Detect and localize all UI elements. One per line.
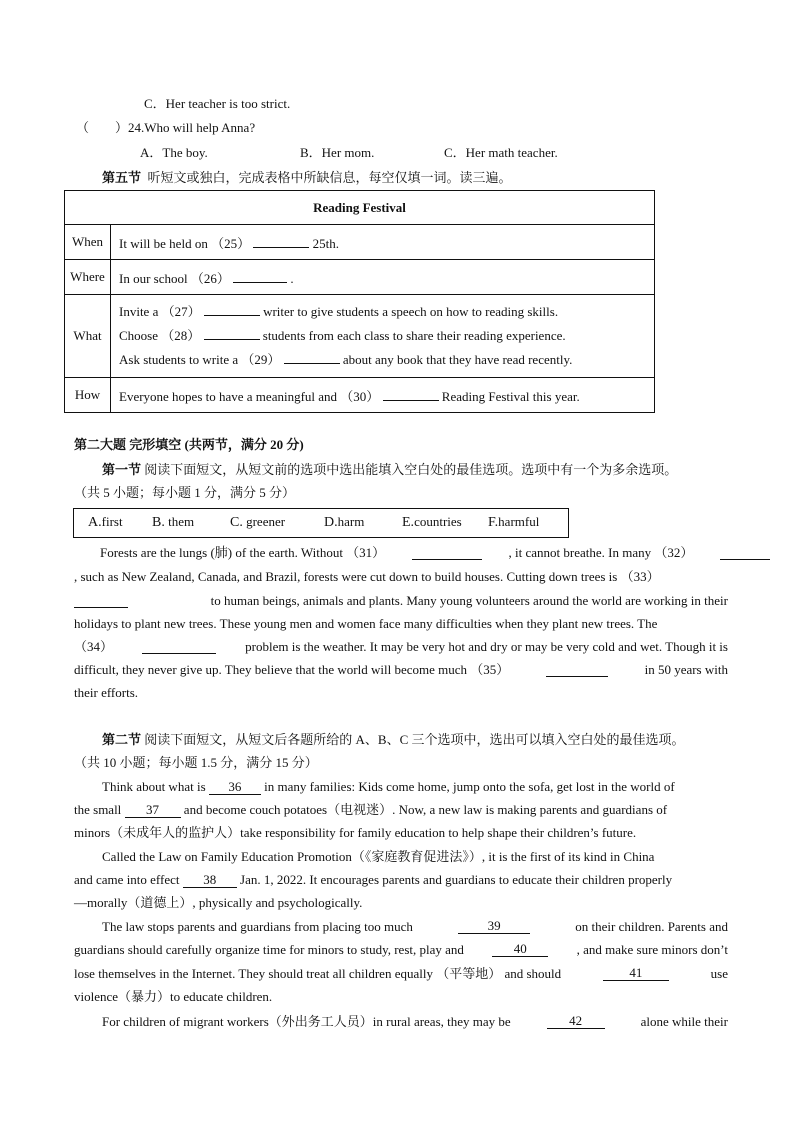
option-a[interactable]: A.first [88, 514, 123, 530]
passage1-line-4: holidays to plant new trees. These young men and women face many difficulties when they plant new trees. The [74, 616, 658, 631]
row-label-how: How [65, 378, 111, 413]
row-content-how: Everyone hopes to have a meaningful and （30） Reading Festival this year. [111, 378, 655, 413]
sec2-note: （共 10 小题；每小题 1.5 分，满分 15 分） [74, 755, 318, 770]
blank-36[interactable]: 36 [209, 780, 261, 795]
option-d[interactable]: D.harm [324, 514, 365, 530]
sec2-instruction: 第二节 阅读下面短文，从短文后各题所给的 A、B、C 三个选项中，选出可以填入空白处的最佳选项。 [102, 732, 685, 747]
blank-26[interactable] [233, 268, 287, 283]
section-label: 第二节 [102, 732, 142, 747]
passage2-line-11: For children of migrant workers（外出务工人员）in rural areas, they may be 42 alone while their [102, 1013, 728, 1029]
passage1-line-6: difficult, they never give up. They believe that the world will become much （35） in 50 years with [74, 662, 728, 677]
passage2-line-10: violence（暴力）to educate children. [74, 989, 273, 1004]
passage1-line-7: their efforts. [74, 685, 139, 700]
blank-40[interactable]: 40 [492, 942, 548, 957]
option-b[interactable]: B. them [152, 514, 195, 530]
row-label-when: When [65, 225, 111, 260]
sec1-instruction: 第一节 阅读下面短文，从短文前的选项中选出能填入空白处的最佳选项。选项中有一个为多余选项。 [102, 462, 678, 477]
passage2-line-7: The law stops parents and guardians from placing too much 39 on their children. Parents and [102, 918, 728, 934]
blank-29[interactable] [284, 349, 340, 364]
reading-festival-table [64, 190, 655, 413]
blank-37[interactable]: 37 [125, 803, 181, 818]
passage2-line-4: Called the Law on Family Education Promotion（《家庭教育促进法》）, it is the first of its kind in China [102, 849, 655, 864]
q24-stem: （ ）24.Who will help Anna? [76, 120, 256, 135]
row-label-what: What [65, 295, 111, 378]
passage1-line-3: to human beings, animals and plants. Many young volunteers around the world are working in their [74, 593, 728, 609]
passage1-line-5: （34） problem is the weather. It may be very hot and dry or may be very cold and wet. Though it is [74, 639, 728, 654]
passage2-line-1: Think about what is 36 in many families: Kids come home, jump onto the sofa, get lost in the world of [102, 779, 675, 794]
table-title: Reading Festival [65, 191, 655, 225]
blank-41[interactable]: 41 [603, 966, 669, 981]
blank-35[interactable] [546, 662, 608, 677]
section-label: 第一节 [102, 462, 142, 477]
q24-option-c[interactable]: C．Her math teacher. [444, 145, 558, 160]
blank-33[interactable] [74, 593, 128, 608]
row-content-when: It will be held on （25） 25th. [111, 225, 655, 260]
section5-heading: 第五节 听短文或独白，完成表格中所缺信息，每空仅填一词。读三遍。 [102, 170, 512, 185]
passage1-line-1: Forests are the lungs (肺) of the earth. Without （31） , it cannot breathe. In many （32） [74, 545, 770, 561]
blank-27[interactable] [204, 301, 260, 316]
passage2-line-3: minors（未成年人的监护人）take responsibility for family education to help shape their children’s future. [74, 825, 637, 840]
blank-42[interactable]: 42 [547, 1014, 605, 1029]
passage2-line-9: lose themselves in the Internet. They should treat all children equally （平等地） and should 41 use [74, 965, 728, 981]
q23-option-c: C．Her teacher is too strict. [144, 96, 291, 111]
row-content-what: Invite a （27） writer to give students a speech on how to reading skills. Choose （28） students from each class to share their reading experience. Ask students to write a （29） about any book that they have read recently. [111, 295, 655, 378]
passage2-line-5: and came into effect 38 Jan. 1, 2022. It encourages parents and guardians to educate their children properly [74, 872, 673, 887]
row-label-where: Where [65, 260, 111, 295]
passage2-line-6: —morally（道德上）, physically and psychologically. [74, 895, 363, 910]
option-e[interactable]: E.countries [402, 514, 462, 530]
passage2-line-2: the small 37 and become couch potatoes（电视迷）. Now, a new law is making parents and guardians of [74, 802, 668, 817]
blank-28[interactable] [204, 325, 260, 340]
blank-30[interactable] [383, 386, 439, 401]
section-label: 第五节 [102, 170, 142, 185]
option-c[interactable]: C. greener [230, 514, 286, 530]
blank-34[interactable] [142, 639, 216, 654]
q24-option-b[interactable]: B．Her mom. [300, 145, 375, 160]
passage2-line-8: guardians should carefully organize time for minors to study, rest, play and 40 , and make sure minors don’t [74, 941, 728, 957]
q24-option-a[interactable]: A．The boy. [140, 145, 208, 160]
answer-bracket[interactable]: （ ） [76, 120, 129, 135]
blank-25[interactable] [253, 233, 309, 248]
blank-32[interactable] [720, 545, 770, 560]
passage1-line-2: , such as New Zealand, Canada, and Brazil, forests were cut down to build houses. Cutting down trees is （33） [74, 569, 660, 584]
part2-heading: 第二大题 完形填空 (共两节，满分 20 分) [74, 437, 304, 452]
blank-38[interactable]: 38 [183, 873, 237, 888]
option-f[interactable]: F.harmful [488, 514, 540, 530]
blank-39[interactable]: 39 [458, 919, 530, 934]
sec1-note: （共 5 小题；每小题 1 分，满分 5 分） [74, 485, 296, 500]
blank-31[interactable] [412, 545, 482, 560]
row-content-where: In our school （26） . [111, 260, 655, 295]
